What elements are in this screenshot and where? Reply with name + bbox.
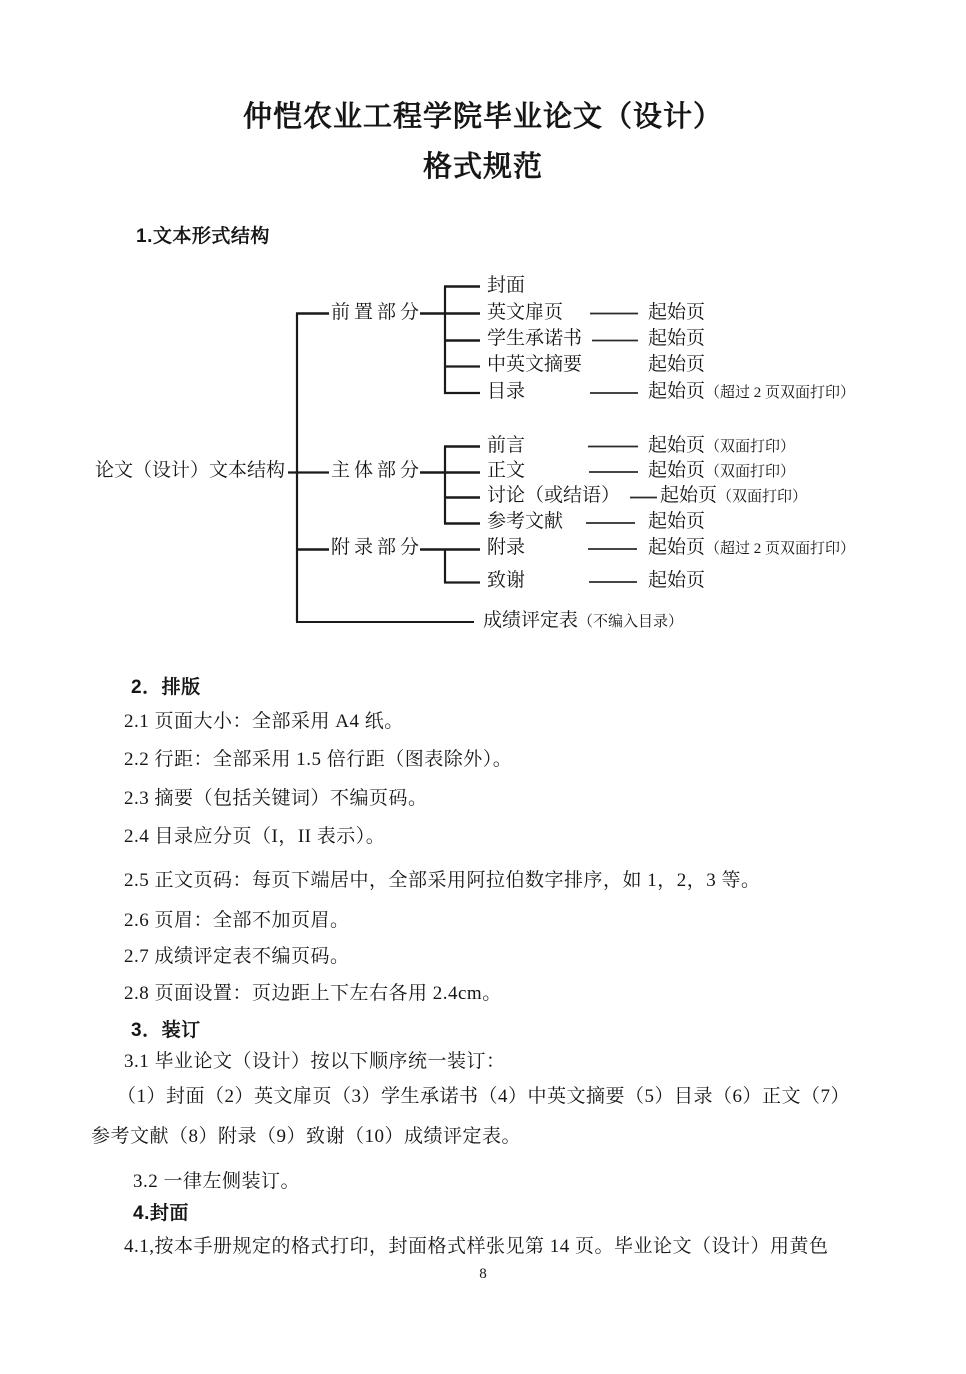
startpage-label: 起始页 (648, 328, 706, 349)
body-line: 2.3 摘要（包括关键词）不编页码。 (124, 788, 428, 809)
body-line: 3.2 一律左侧装订。 (133, 1171, 301, 1192)
startpage-label: 起始页 (648, 354, 706, 375)
body-line: 4.1,按本手册规定的格式打印，封面格式样张见第 14 页。毕业论文（设计）用黄色 (124, 1236, 829, 1257)
tree-item-label: 正文 (487, 460, 526, 481)
page-title-line1: 仲恺农业工程学院毕业论文（设计） (242, 101, 723, 133)
section-heading-3: 3．装订 (131, 1020, 201, 1041)
tree-startpage (648, 537, 855, 559)
section-heading-4: 4.封面 (133, 1203, 189, 1224)
body-line: 2.5 正文页码：每页下端居中，全部采用阿拉伯数字排序，如 1，2，3 等。 (124, 870, 761, 891)
tree-footer-label: 成绩评定表 (483, 610, 579, 631)
tree-item-label: 参考文献 (487, 511, 564, 532)
body-line: （1）封面（2）英文扉页（3）学生承诺书（4）中英文摘要（5）目录（6）正文（7） (117, 1086, 851, 1107)
page-title-line2: 格式规范 (422, 151, 543, 183)
startpage-note: （双面打印） (705, 439, 796, 455)
body-line: 2.8 页面设置：页边距上下左右各用 2.4cm。 (124, 983, 502, 1004)
startpage-note: （超过 2 页双面打印） (705, 541, 856, 557)
startpage-label: 起始页 (648, 302, 706, 323)
tree-item-label: 讨论（或结语） (487, 485, 621, 506)
tree-footer (483, 610, 683, 632)
tree-group-front: 前置部分 (331, 302, 424, 323)
tree-item-label: 致谢 (487, 570, 526, 591)
tree-group-appendix: 附录部分 (331, 537, 424, 558)
tree-item-label: 学生承诺书 (487, 328, 583, 349)
body-line: 2.4 目录应分页（I，II 表示）。 (124, 826, 386, 847)
startpage-label: 起始页 (648, 570, 706, 591)
tree-startpage (660, 485, 807, 507)
tree-item-label: 封面 (487, 275, 526, 296)
tree-group-main: 主体部分 (331, 460, 424, 481)
body-line: 2.1 页面大小：全部采用 A4 纸。 (124, 711, 404, 732)
startpage-note: （双面打印） (717, 489, 808, 505)
body-line: 3.1 毕业论文（设计）按以下顺序统一装订： (124, 1051, 506, 1072)
tree-startpage (648, 302, 705, 324)
tree-startpage (648, 570, 705, 592)
section-heading-1: 1.文本形式结构 (136, 226, 270, 247)
startpage-label: 起始页 (648, 381, 706, 402)
startpage-note: （双面打印） (705, 464, 796, 480)
body-line: 2.6 页眉：全部不加页眉。 (124, 910, 350, 931)
tree-item-label: 前言 (487, 435, 526, 456)
tree-startpage (648, 354, 705, 376)
startpage-note: （超过 2 页双面打印） (705, 385, 856, 401)
startpage-label: 起始页 (660, 485, 718, 506)
body-line: 2.2 行距：全部采用 1.5 倍行距（图表除外）。 (124, 749, 513, 770)
tree-startpage (648, 460, 795, 482)
section-heading-2: 2．排版 (131, 677, 201, 698)
body-line: 2.7 成绩评定表不编页码。 (124, 946, 350, 967)
startpage-label: 起始页 (648, 460, 706, 481)
startpage-label: 起始页 (648, 435, 706, 456)
body-line: 参考文献（8）附录（9）致谢（10）成绩评定表。 (91, 1126, 522, 1147)
tree-startpage (648, 511, 705, 533)
tree-footer-note: （不编入目录） (578, 614, 684, 630)
tree-item-label: 英文扉页 (487, 302, 564, 323)
page-number: 8 (479, 1266, 487, 1282)
tree-item-label: 目录 (487, 381, 526, 402)
tree-startpage (648, 381, 855, 403)
startpage-label: 起始页 (648, 511, 706, 532)
tree-item-label: 附录 (487, 537, 526, 558)
tree-root-label: 论文（设计）文本结构 (95, 460, 286, 481)
tree-startpage (648, 435, 795, 457)
tree-item-label: 中英文摘要 (487, 354, 583, 375)
tree-startpage (648, 328, 705, 350)
startpage-label: 起始页 (648, 537, 706, 558)
